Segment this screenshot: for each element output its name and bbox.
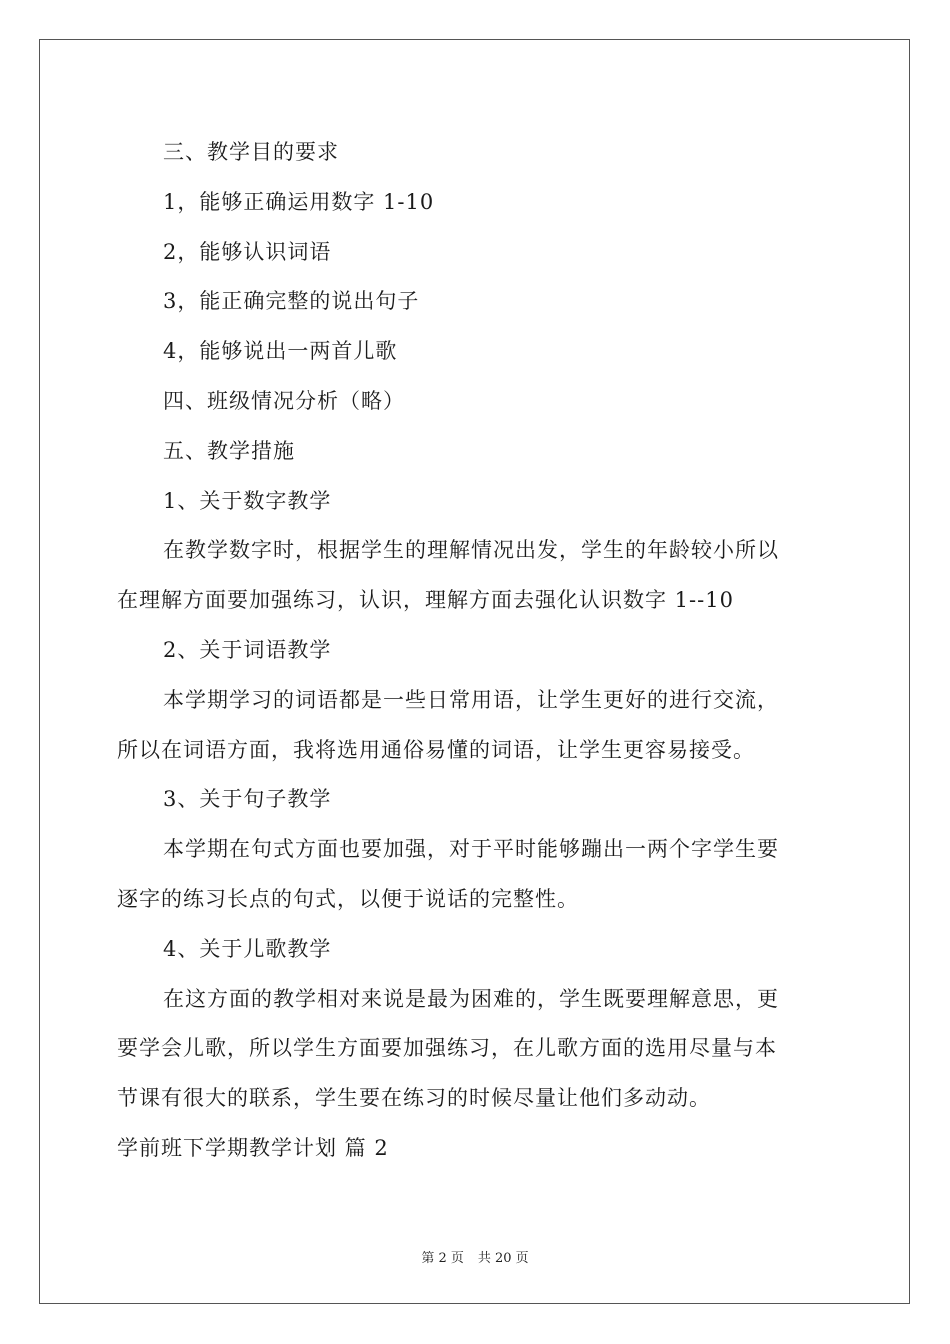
objective-item-3: 3，能正确完整的说出句子: [163, 289, 420, 314]
subheading-number-teaching: 1、关于数字教学: [163, 488, 332, 513]
section-heading-objectives: 三、教学目的要求: [163, 140, 339, 164]
page-footer: [0, 1247, 950, 1266]
next-article-title: 学前班下学期教学计划 篇 2: [117, 1135, 389, 1160]
paragraph-line: 逐字的练习长点的句式，以便于说话的完整性。: [117, 886, 579, 911]
paragraph-line: 本学期在句式方面也要加强，对于平时能够蹦出一两个字学生要: [163, 837, 779, 862]
subheading-song-teaching: 4、关于儿歌教学: [163, 936, 332, 961]
paragraph-line: 要学会儿歌，所以学生方面要加强练习，在儿歌方面的选用尽量与本: [117, 1036, 777, 1061]
subheading-word-teaching: 2、关于词语教学: [163, 637, 332, 662]
subheading-sentence-teaching: 3、关于句子教学: [163, 787, 332, 812]
paragraph-line: 在理解方面要加强练习，认识，理解方面去强化认识数字 1--10: [117, 588, 734, 613]
paragraph-line: 所以在词语方面，我将选用通俗易懂的词语，让学生更容易接受。: [117, 737, 755, 762]
paragraph-line: 本学期学习的词语都是一些日常用语，让学生更好的进行交流，: [163, 687, 779, 712]
paragraph-line: 在教学数字时，根据学生的理解情况出发，学生的年龄较小所以: [163, 538, 779, 563]
page-total: 共 20 页: [477, 1251, 529, 1266]
paragraph-line: 在这方面的教学相对来说是最为困难的，学生既要理解意思，更: [163, 986, 779, 1011]
document-body: [117, 128, 835, 1174]
page-number: 第 2 页: [421, 1251, 464, 1266]
objective-item-1: 1，能够正确运用数字 1-10: [163, 189, 435, 214]
section-heading-measures: 五、教学措施: [163, 438, 295, 463]
section-heading-class-analysis: 四、班级情况分析（略）: [163, 388, 405, 413]
objective-item-4: 4，能够说出一两首儿歌: [163, 339, 398, 364]
paragraph-line: 节课有很大的联系，学生要在练习的时候尽量让他们多动动。: [117, 1086, 711, 1111]
objective-item-2: 2，能够认识词语: [163, 239, 332, 264]
